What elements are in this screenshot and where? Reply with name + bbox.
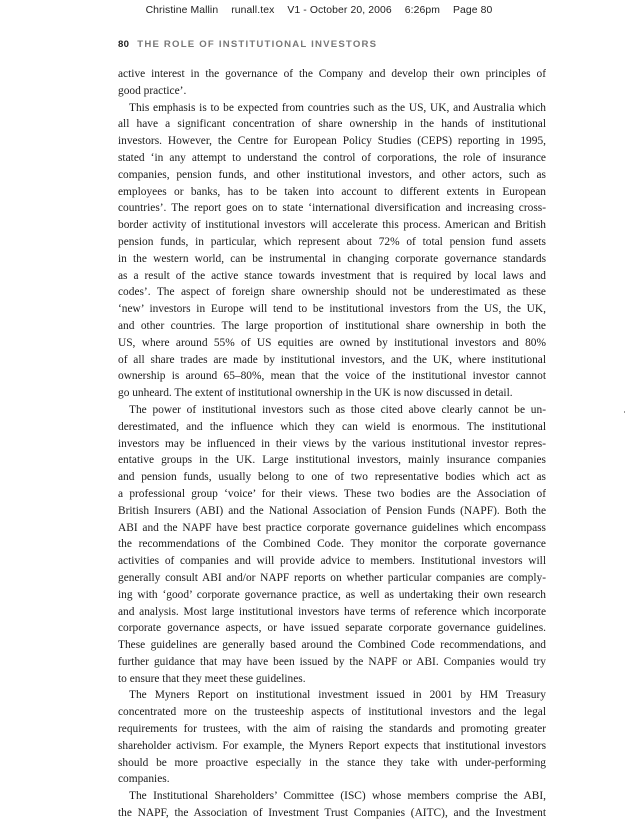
text-line: further guidance that may have been issued by the NAPF or ABI. Companies would try xyxy=(118,655,546,668)
text-line: and pension funds, usually belong to one of two representative bodies which act as xyxy=(118,471,546,484)
text-line: stated ‘in any attempt to understand the control of corporations, the role of insurance xyxy=(118,151,546,164)
text-line: ‘new’ investors in Europe will tend to be institutional investors from the US, the UK, xyxy=(118,303,546,316)
text-line: and other countries. The large proportion of institutional share ownership in both the xyxy=(118,319,546,332)
text-line: This emphasis is to be expected from countries such as the US, UK, and Australia which xyxy=(129,101,546,114)
text-line: the NAPF, the Association of Investment Trust Companies (AITC), and the Investment xyxy=(118,807,546,820)
text-line: US, where around 55% of US equities are owned by institutional investors and 80% xyxy=(118,336,546,349)
text-line: companies, pension funds, and other institutional investors, and other actors, such as xyxy=(118,168,546,181)
text-line: go unheard. The extent of institutional ownership in the UK is now discussed in detail. xyxy=(118,387,513,400)
text-line: investors may be influenced in their views by the various institutional investor repres- xyxy=(118,437,546,450)
text-line: companies. xyxy=(118,773,170,786)
text-line: and analysis. Most large institutional investors have terms of reference which incorporate xyxy=(118,605,546,618)
slug-version: V1 - October 20, 2006 xyxy=(287,5,392,16)
slug-file: runall.tex xyxy=(231,5,275,16)
text-line: investors. However, the Centre for European Policy Studies (CEPS) reporting in 1995, xyxy=(118,135,546,148)
body-text xyxy=(118,66,546,822)
text-line: British Insurers (ABI) and the National Association of Pension Funds (NAPF). Both the xyxy=(118,504,546,517)
text-line: good practice’. xyxy=(118,84,187,97)
text-line: active interest in the governance of the Company and develop their own principles of xyxy=(118,68,546,80)
text-line: the recommendations of the Combined Code. They monitor the corporate governance xyxy=(118,538,546,551)
text-line: corporate governance aspects, or have issued separate corporate governance guidelines. xyxy=(118,622,546,635)
text-line: The Myners Report on institutional investment issued in 2001 by HM Treasury xyxy=(129,689,546,702)
running-head xyxy=(118,39,377,50)
slug-author: Christine Mallin xyxy=(145,5,219,16)
text-line: requirements for trustees, with the aim of raising the standards and promoting greater xyxy=(118,723,546,736)
text-line: These guidelines are generally based around the Combined Code recommendations, and xyxy=(118,639,546,652)
text-line: ownership is around 65–80%, mean that the voice of the institutional investor cannot xyxy=(118,370,546,383)
text-line: in the western world, can be instrumental in changing corporate governance standards xyxy=(118,252,546,265)
text-line: concentrated more on the trusteeship aspects of institutional investors and the legal xyxy=(118,706,546,719)
page-number: 80 xyxy=(118,39,130,50)
text-line: codes’. The aspect of foreign share ownership should not be underestimated as these xyxy=(118,286,546,299)
text-line: should be more proactive especially in the stance they take with under-performing xyxy=(118,756,546,769)
text-line: employees or banks, has to be taken into account to different extents in European xyxy=(118,185,546,198)
chapter-title: THE ROLE OF INSTITUTIONAL INVESTORS xyxy=(137,39,378,50)
print-slug-line xyxy=(0,5,638,16)
text-line: shareholder activism. For example, the Myners Report expects that institutional investors xyxy=(118,739,546,752)
text-line: pension funds, in particular, which represent about 72% of total pension fund assets xyxy=(118,235,546,248)
text-line: ing with ‘good’ corporate governance practice, as well as undertaking their own research xyxy=(118,588,546,601)
text-line: entative groups in the UK. Large institutional investors, mainly insurance companies xyxy=(118,454,546,467)
slug-time: 6:26pm xyxy=(404,5,440,16)
text-line: ABI and the NAPF have best practice corporate governance guidelines which encompass xyxy=(118,521,546,534)
text-line: border activity of institutional investors will accelerate this process. American and British xyxy=(118,219,546,232)
text-line: of all share trades are made by institutional investors, and the UK, where institutional xyxy=(118,353,546,366)
text-line: countries’. The report goes on to state ‘international diversification and increasing cross- xyxy=(118,202,546,215)
text-line: derestimated, and the influence which they can wield is enormous. The institutional xyxy=(118,420,546,433)
text-line: generally consult ABI and/or NAPF reports on whether particular companies are comply- xyxy=(118,571,546,584)
text-line: The power of institutional investors such as those cited above clearly cannot be un- xyxy=(129,403,546,416)
text-line: The Institutional Shareholders’ Committee (ISC) whose members comprise the ABI, xyxy=(129,790,546,803)
text-line: a professional group ‘voice’ for their views. These two bodies are the Association of xyxy=(118,487,546,500)
text-line: all have a significant concentration of share ownership in the hands of institutional xyxy=(118,118,546,131)
slug-page: Page 80 xyxy=(452,5,493,16)
text-line: activities of companies and will provide advice to members. Institutional investors will xyxy=(118,555,546,568)
text-line: to ensure that they meet these guidelines. xyxy=(118,672,306,685)
text-line: as a result of the active stance towards investment that is required by local laws and xyxy=(118,269,546,282)
margin-mark xyxy=(624,411,625,413)
